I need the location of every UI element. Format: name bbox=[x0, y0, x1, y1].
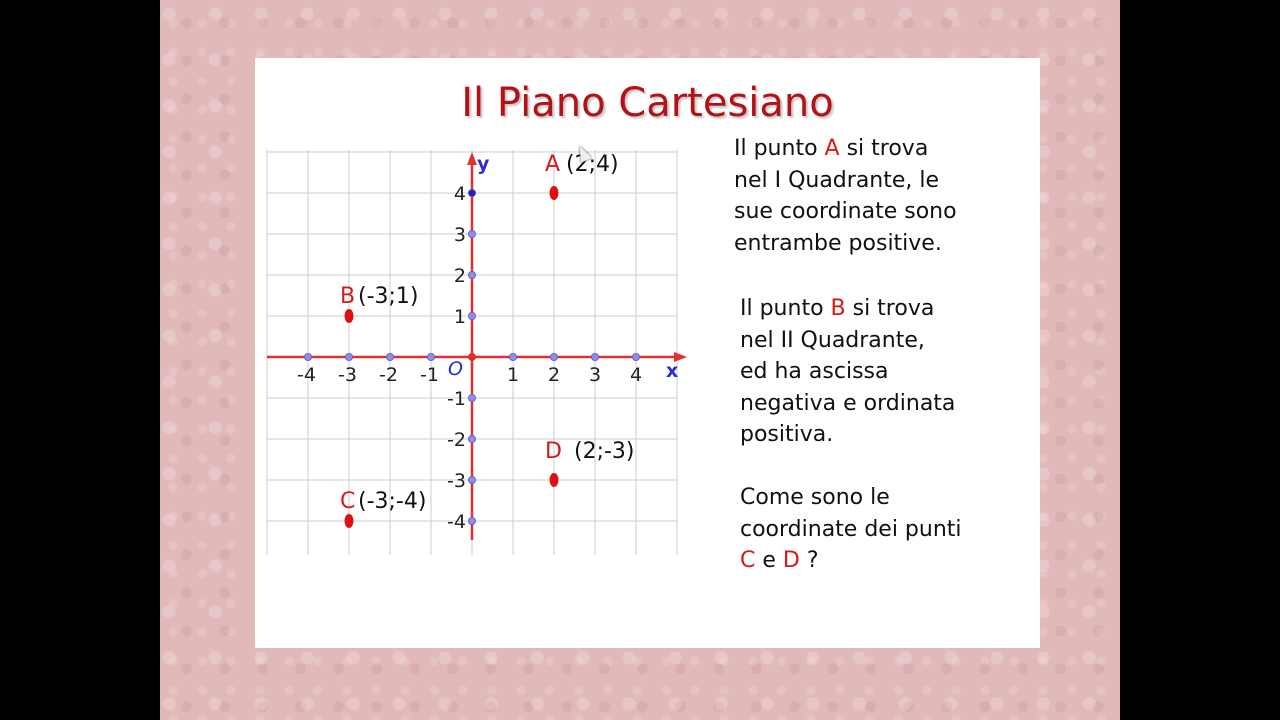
x-tick-dot bbox=[632, 353, 639, 360]
text-line: Il punto bbox=[740, 296, 831, 321]
x-tick-label: 1 bbox=[506, 364, 520, 386]
point-d-coord: (2;-3) bbox=[574, 439, 635, 464]
point-a-coord: (2;4) bbox=[566, 152, 619, 177]
origin-dot bbox=[468, 353, 476, 361]
y-tick-label: 1 bbox=[453, 306, 466, 328]
explanation-point-b bbox=[740, 293, 955, 451]
text-line: negativa e ordinata bbox=[740, 390, 956, 416]
x-tick-label: 4 bbox=[629, 364, 643, 386]
point-c-marker bbox=[345, 514, 354, 528]
point-b-marker bbox=[345, 309, 354, 323]
y-axis-arrow-icon bbox=[467, 152, 477, 165]
y-tick-dot bbox=[468, 230, 475, 237]
point-d-marker bbox=[550, 473, 559, 487]
text-line: e bbox=[755, 548, 783, 573]
explanation-point-a bbox=[734, 133, 957, 259]
x-tick-dot bbox=[550, 353, 557, 360]
x-axis-label: x bbox=[666, 360, 679, 382]
text-line: si trova bbox=[839, 136, 929, 161]
points bbox=[340, 152, 635, 528]
y-tick-label: -2 bbox=[447, 429, 466, 451]
question-block bbox=[740, 482, 962, 577]
text-line: entrambe positive. bbox=[734, 230, 942, 256]
y-tick-dot bbox=[468, 189, 475, 196]
y-axis-label: y bbox=[477, 153, 490, 175]
y-tick-label: -1 bbox=[447, 388, 466, 410]
x-tick-dot bbox=[591, 353, 598, 360]
y-tick-label: 2 bbox=[453, 265, 466, 287]
point-ref-a: A bbox=[824, 136, 840, 161]
point-ref-c: C bbox=[740, 548, 756, 573]
x-tick-dot bbox=[509, 353, 516, 360]
x-tick-dot bbox=[427, 353, 434, 360]
axes bbox=[267, 152, 687, 540]
y-tick-label: -4 bbox=[447, 511, 466, 533]
text-line: ed ha ascissa bbox=[740, 359, 889, 384]
y-tick-dot bbox=[468, 435, 475, 442]
text-line: nel I Quadrante, le bbox=[734, 167, 940, 193]
text-line: sue coordinate sono bbox=[734, 199, 957, 224]
slide-title: Il Piano Cartesiano bbox=[461, 80, 834, 126]
x-tick-label: 2 bbox=[547, 364, 561, 386]
x-tick-label: -1 bbox=[420, 364, 439, 386]
point-c-coord: (-3;-4) bbox=[358, 489, 427, 514]
point-d-name: D bbox=[545, 439, 562, 464]
text-line: Il punto bbox=[734, 136, 825, 161]
point-ref-d: D bbox=[782, 548, 800, 573]
text-line: ? bbox=[799, 548, 819, 573]
x-tick-label: 3 bbox=[588, 364, 602, 386]
x-tick-label: -4 bbox=[297, 364, 316, 386]
y-tick-label: 3 bbox=[453, 224, 466, 246]
y-tick-dot bbox=[468, 312, 475, 319]
y-tick-dot bbox=[468, 476, 475, 483]
x-tick-label: -3 bbox=[338, 364, 357, 386]
x-tick-dot bbox=[345, 353, 352, 360]
y-tick-label: 4 bbox=[453, 183, 466, 205]
text-line: coordinate dei punti bbox=[740, 516, 962, 542]
text-line: nel II Quadrante, bbox=[740, 327, 925, 353]
point-ref-b: B bbox=[830, 296, 846, 321]
y-tick-dot bbox=[468, 394, 475, 401]
x-tick-label: -2 bbox=[379, 364, 398, 386]
x-tick-dot bbox=[304, 353, 311, 360]
text-line: Come sono le bbox=[740, 485, 890, 510]
text-line: positiva. bbox=[740, 422, 834, 447]
y-tick-dot bbox=[468, 517, 475, 524]
point-b-coord: (-3;1) bbox=[358, 284, 419, 309]
x-tick-dot bbox=[386, 353, 393, 360]
origin-label: O bbox=[448, 358, 463, 380]
point-a-marker bbox=[550, 186, 559, 200]
point-c-name: C bbox=[340, 489, 356, 514]
point-b-name: B bbox=[340, 284, 356, 309]
text-line: si trova bbox=[845, 296, 935, 321]
y-tick-label: -3 bbox=[447, 470, 466, 492]
point-a-name: A bbox=[545, 152, 561, 177]
y-tick-dot bbox=[468, 271, 475, 278]
